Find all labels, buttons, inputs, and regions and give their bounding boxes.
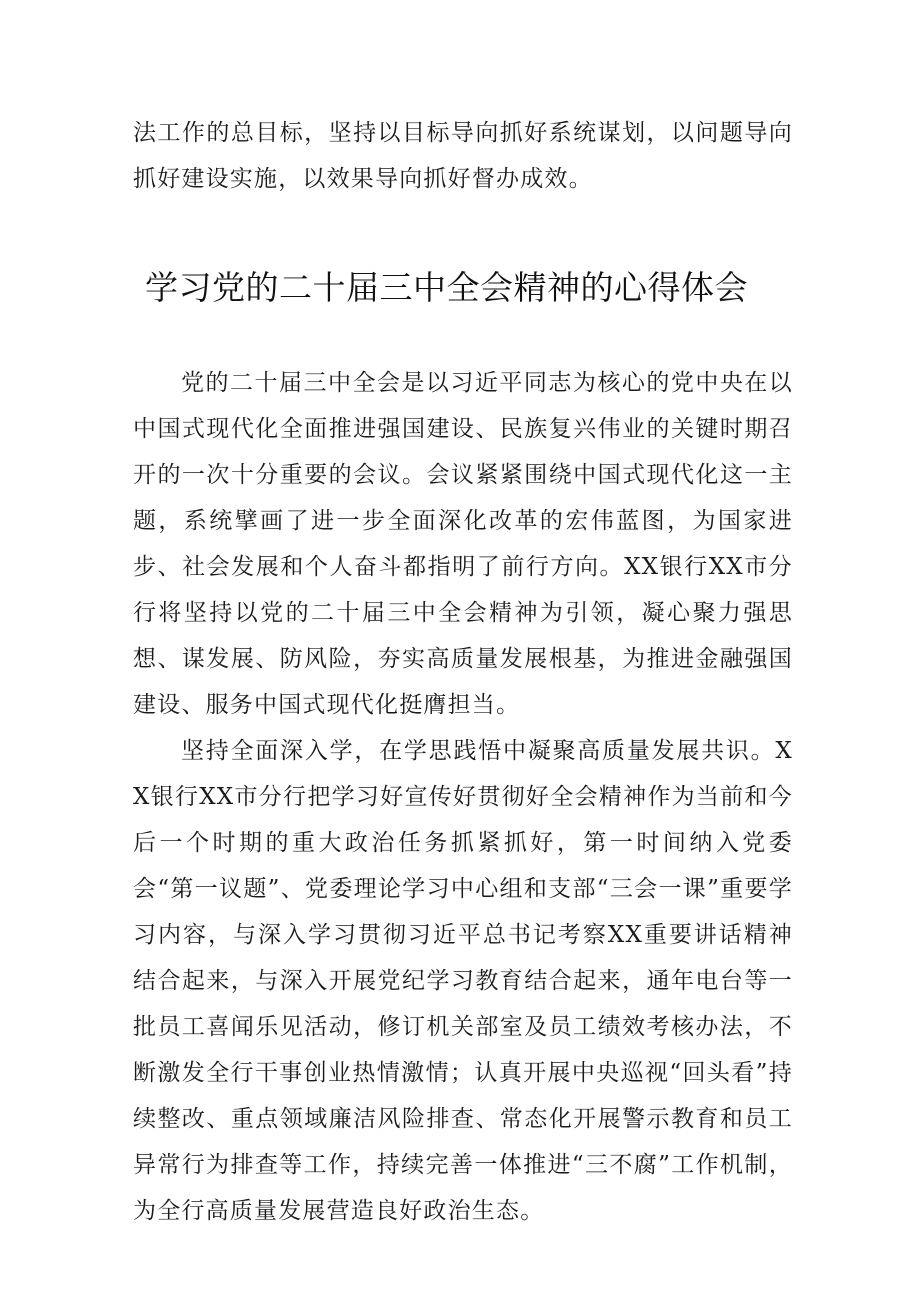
body-paragraph-2: 坚持全面深入学，在学思践悟中凝聚高质量发展共识。XX银行XX市分行把学习好宣传好贯彻好全会精神作为当前和今后一个时期的重大政治任务抓紧抓好，第一时间纳入党委会“第一议题”、党委理论学习中心组和支部“三会一课”重要学习内容，与深入学习贯彻习近平总书记考察XX重要讲话精神结合起来，与深入开展党纪学习教育结合起来，通年电台等一批员工喜闻乐见活动，修订机关部室及员工绩效考核办法，不断激发全行干事创业热情激情；认真开展中央巡视“回头看”持续整改、重点领域廉洁风险排查、常态化开展警示教育和员工异常行为排查等工作，持续完善一体推进“三不腐”工作机制，为全行高质量发展营造良好政治生态。 bbox=[133, 738, 793, 1224]
intro-paragraph: 法工作的总目标，坚持以目标导向抓好系统谋划，以问题导向抓好建设实施，以效果导向抓好督办成效。 bbox=[133, 120, 793, 192]
document-title: 学习党的二十届三中全会精神的心得体会 bbox=[145, 268, 748, 307]
body-paragraph-1: 党的二十届三中全会是以习近平同志为核心的党中央在以中国式现代化全面推进强国建设、民族复兴伟业的关键时期召开的一次十分重要的会议。会议紧紧围绕中国式现代化这一主题，系统擘画了进一步全面深化改革的宏伟蓝图，为国家进步、社会发展和个人奋斗都指明了前行方向。XX银行XX市分行将坚持以党的二十届三中全会精神为引领，凝心聚力强思想、谋发展、防风险，夯实高质量发展根基，为推进金融强国建设、服务中国式现代化挺膺担当。 bbox=[133, 370, 793, 718]
